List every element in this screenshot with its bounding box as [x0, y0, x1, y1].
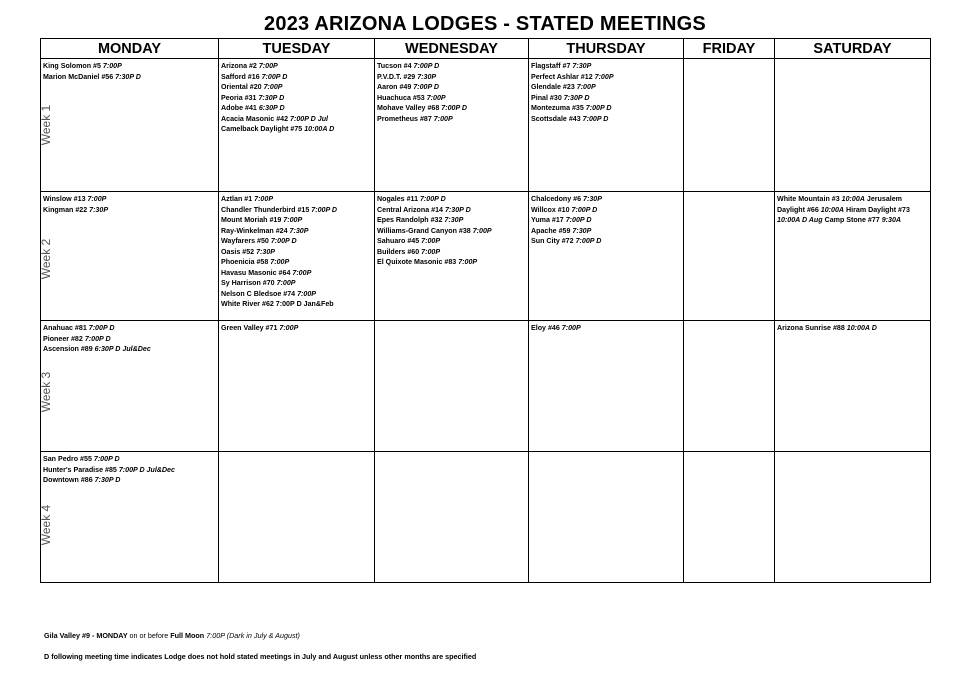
lodge-name: Kingman #22 — [43, 205, 90, 214]
lodge-name: Central Arizona #14 — [377, 205, 445, 214]
cell-week-1-friday — [684, 59, 775, 192]
lodge-name: Sun City #72 — [531, 237, 576, 245]
lodge-entry — [221, 289, 372, 300]
footnote-gila-time: 7:00P — [206, 631, 227, 640]
week-4-row — [41, 452, 931, 583]
meeting-time: 7:00P — [283, 216, 303, 224]
meeting-time: 7:00P — [421, 237, 441, 245]
lodge-name: Wayfarers #50 — [221, 237, 271, 245]
meeting-time: 7:30P D — [444, 205, 471, 214]
meeting-time: 9:30A — [881, 216, 902, 224]
meeting-time: 7:30P — [289, 226, 309, 235]
meeting-time: 7:00P — [433, 114, 453, 123]
cell-week-4-tuesday — [219, 452, 375, 583]
lodge-entry — [531, 93, 681, 104]
lodge-entry — [221, 124, 372, 135]
lodge-name: El Quixote Masonic #83 — [377, 258, 459, 266]
lodge-entry — [531, 323, 681, 334]
meeting-time: 7:00P — [276, 279, 296, 287]
meeting-time: 6:30P D — [258, 104, 285, 112]
lodge-entry — [221, 215, 372, 226]
lodge-name: Apache #59 — [531, 226, 573, 235]
lodge-name: P.V.D.T. #29 — [377, 72, 418, 81]
day-header-thursday: THURSDAY — [529, 39, 684, 59]
cell-week-3-friday — [684, 321, 775, 452]
meeting-time: 7:30P D — [258, 93, 285, 102]
lodge-entry — [221, 278, 372, 289]
meeting-time: 7:30P — [572, 226, 592, 235]
lodge-entry — [377, 236, 526, 247]
footnote-d-legend: D following meeting time indicates Lodge does not hold stated meetings in July and August unless other months are specified — [44, 652, 477, 661]
day-header-friday: FRIDAY — [684, 39, 775, 59]
page-title: 2023 ARIZONA LODGES - STATED MEETINGS — [264, 13, 706, 35]
meeting-time: 7:00P — [270, 258, 290, 266]
meeting-time: 7:00P D — [270, 237, 297, 245]
lodge-entry — [43, 454, 216, 465]
cell-week-2-wednesday — [375, 192, 529, 321]
cell-week-4-saturday — [775, 452, 931, 583]
lodge-name: Willcox #10 — [531, 205, 572, 214]
lodge-name: Hiram Daylight #73 — [844, 205, 910, 214]
week-3-row — [41, 321, 931, 452]
lodge-name: Chandler Thunderbird #15 — [221, 205, 312, 214]
lodge-name: Ray-Winkelman #24 — [221, 226, 290, 235]
meeting-time: 7:00P — [472, 226, 492, 235]
lodge-name: Marion McDaniel #56 — [43, 72, 116, 81]
meeting-time: 7:00P — [254, 195, 274, 203]
lodge-entry — [221, 114, 372, 125]
lodge-name: White River #62 7:00P D Jan&Feb — [221, 300, 334, 308]
lodge-entry — [43, 323, 216, 334]
lodge-name: Mount Moriah #19 — [221, 216, 284, 224]
meeting-time: 7:00P D — [93, 455, 120, 463]
cell-week-2-thursday — [529, 192, 684, 321]
lodge-entry — [43, 205, 216, 216]
cell-week-1-wednesday — [375, 59, 529, 192]
lodge-entry — [377, 61, 526, 72]
lodge-entry — [531, 103, 681, 114]
lodge-entry — [531, 114, 681, 125]
lodge-entry — [221, 194, 372, 205]
cell-week-3-saturday — [775, 321, 931, 452]
lodge-name: Epes Randolph #32 — [377, 216, 445, 224]
meeting-calendar-table — [40, 38, 931, 583]
lodge-name: Arizona #2 — [221, 62, 259, 70]
lodge-entry — [377, 103, 526, 114]
lodge-name: Acacia Masonic #42 — [221, 114, 291, 123]
lodge-name: Montezuma #35 — [531, 104, 586, 112]
lodge-name: Chalcedony #6 — [531, 195, 584, 203]
day-header-tuesday: TUESDAY — [219, 39, 375, 59]
lodge-entry — [221, 72, 372, 83]
lodge-name: Ascension #89 — [43, 345, 95, 353]
lodge-name: Glendale #23 — [531, 83, 577, 91]
day-header-saturday: SATURDAY — [775, 39, 931, 59]
meeting-time: 7:00P — [297, 289, 317, 298]
lodge-entry — [43, 475, 216, 486]
lodge-name: Eloy #46 — [531, 324, 562, 332]
lodge-name: Flagstaff #7 — [531, 62, 573, 70]
meeting-time: 7:00P D — [582, 114, 609, 123]
lodge-entry — [777, 323, 928, 334]
week-4-label: Week 4 — [39, 504, 53, 546]
lodge-entry — [221, 61, 372, 72]
meeting-time: 7:00P D — [311, 205, 338, 214]
lodge-entry — [221, 82, 372, 93]
day-header-monday: MONDAY — [41, 39, 219, 59]
cell-week-2-saturday — [775, 192, 931, 321]
lodge-entry — [221, 299, 372, 310]
meeting-time: 7:00P — [292, 268, 312, 277]
cell-week-1-saturday — [775, 59, 931, 192]
lodge-name: King Solomon #5 — [43, 62, 103, 70]
cell-week-1-thursday — [529, 59, 684, 192]
lodge-entry — [531, 72, 681, 83]
lodge-name: Safford #16 — [221, 72, 262, 81]
meeting-time: 10:00A — [841, 195, 865, 203]
cell-week-4-thursday — [529, 452, 684, 583]
meeting-time: 7:00P — [594, 72, 614, 81]
lodge-entry — [531, 194, 681, 205]
lodge-entry — [43, 61, 216, 72]
lodge-entry — [43, 334, 216, 345]
lodge-entry — [531, 205, 681, 216]
lodge-entry — [221, 226, 372, 237]
meeting-time: 7:30P D — [115, 72, 141, 81]
lodge-entry — [377, 72, 526, 83]
lodge-name: Peoria #31 — [221, 93, 259, 102]
week-1-label: Week 1 — [39, 104, 53, 146]
lodge-name: Arizona Sunrise #88 — [777, 324, 847, 332]
lodge-name: Mohave Valley #68 — [377, 104, 442, 112]
lodge-entry — [43, 465, 216, 476]
meeting-time: 6:30P D Jul&Dec — [94, 345, 151, 353]
lodge-entry — [377, 257, 526, 268]
meeting-time: 7:00P D — [585, 104, 612, 112]
lodge-entry — [221, 103, 372, 114]
lodge-entry — [531, 61, 681, 72]
lodge-name: Havasu Masonic #64 — [221, 268, 293, 277]
lodge-name: Oriental #20 — [221, 83, 264, 91]
week-1-row — [41, 59, 931, 192]
week-2-row — [41, 192, 931, 321]
lodge-entry — [377, 215, 526, 226]
lodge-name: Aztlan #1 — [221, 195, 255, 203]
meeting-time: 7:00P — [421, 247, 441, 256]
meeting-time: 7:00P D — [261, 72, 288, 81]
lodge-name: Downtown #86 — [43, 476, 95, 484]
footnote-gila-lodge: Gila Valley #9 - MONDAY — [44, 631, 130, 640]
lodge-name: Williams-Grand Canyon #38 — [377, 226, 473, 235]
lodge-name: Pioneer #82 — [43, 334, 85, 343]
lodge-name: Jerusalem Daylight #66 — [777, 195, 902, 214]
lodge-name: Builders #60 — [377, 247, 422, 256]
cell-week-3-thursday — [529, 321, 684, 452]
meeting-time: 10:00A D — [846, 324, 877, 332]
meeting-time: 7:00P D — [419, 195, 446, 203]
meeting-time: 7:30P — [89, 205, 109, 214]
lodge-name: Perfect Ashlar #12 — [531, 72, 595, 81]
week-2-label: Week 2 — [39, 238, 53, 280]
cell-week-4-friday — [684, 452, 775, 583]
meeting-time: 7:00P — [263, 83, 283, 91]
meeting-time: 7:00P D — [88, 324, 115, 332]
lodge-name: Prometheus #87 — [377, 114, 434, 123]
meeting-time: 7:00P — [426, 93, 446, 102]
meeting-time: 7:00P — [87, 195, 107, 203]
cell-week-3-tuesday — [219, 321, 375, 452]
cell-week-2-friday — [684, 192, 775, 321]
lodge-entry — [531, 236, 681, 247]
meeting-time: 7:00P D Jul&Dec — [118, 465, 175, 474]
lodge-entry — [377, 194, 526, 205]
meeting-time: 7:00P D — [571, 205, 598, 214]
lodge-entry — [531, 82, 681, 93]
lodge-entry — [377, 82, 526, 93]
lodge-name: Nogales #11 — [377, 195, 420, 203]
meeting-time: 7:30P — [583, 195, 602, 203]
lodge-entry — [377, 114, 526, 125]
lodge-name: Sahuaro #45 — [377, 237, 422, 245]
meeting-time: 7:30P D — [94, 476, 121, 484]
meeting-time: 7:00P — [576, 83, 596, 91]
meeting-time: 10:00A D Aug — [777, 216, 823, 224]
cell-week-1-monday — [41, 59, 219, 192]
meeting-time: 7:00P — [561, 324, 581, 332]
day-header-wednesday: WEDNESDAY — [375, 39, 529, 59]
week-3-label: Week 3 — [39, 371, 53, 413]
meeting-time: 7:00P D — [84, 334, 111, 343]
lodge-name: Green Valley #71 — [221, 324, 280, 332]
lodge-entry — [43, 72, 216, 83]
meeting-time: 7:00P — [258, 62, 278, 70]
cell-week-3-wednesday — [375, 321, 529, 452]
lodge-entry — [221, 257, 372, 268]
meeting-time: 7:00P D — [575, 237, 602, 245]
lodge-name: White Mountain #3 — [777, 195, 842, 203]
cell-week-4-wednesday — [375, 452, 529, 583]
lodge-name: Oasis #52 — [221, 247, 257, 256]
footnote-gila-note: (Dark in July & August) — [226, 631, 300, 640]
lodge-entry — [221, 323, 372, 334]
lodge-name: Winslow #13 — [43, 195, 88, 203]
cell-week-4-monday — [41, 452, 219, 583]
meeting-time: 7:30P — [256, 247, 276, 256]
meeting-time: 7:00P D — [565, 216, 592, 224]
footnote-gila-rule: on or before — [129, 631, 171, 640]
lodge-entry — [531, 226, 681, 237]
lodge-name: Sy Harrison #70 — [221, 279, 277, 287]
meeting-time: 7:00P D — [413, 83, 440, 91]
meeting-time: 7:30P D — [563, 93, 590, 102]
lodge-entry — [377, 93, 526, 104]
lodge-name: Nelson C Bledsoe #74 — [221, 289, 298, 298]
lodge-name: Yuma #17 — [531, 216, 566, 224]
meeting-time: 7:00P — [102, 62, 122, 70]
lodge-name: Camelback Daylight #75 — [221, 125, 305, 133]
meeting-time: 7:00P D — [441, 104, 468, 112]
lodge-entry — [221, 93, 372, 104]
lodge-name: Scottsdale #43 — [531, 114, 583, 123]
lodge-name: San Pedro #55 — [43, 455, 94, 463]
lodge-entry — [221, 236, 372, 247]
meeting-time: 10:00A — [820, 205, 845, 214]
lodge-entry — [43, 194, 216, 205]
lodge-name: Hunter's Paradise #85 — [43, 465, 119, 474]
footnote-gila-valley — [44, 631, 300, 640]
lodge-entry — [221, 268, 372, 279]
meeting-time: 10:00A D — [304, 125, 335, 133]
lodge-name: Pinal #30 — [531, 93, 564, 102]
cell-week-1-tuesday — [219, 59, 375, 192]
cell-week-3-monday — [41, 321, 219, 452]
meeting-time: 7:30P — [444, 216, 464, 224]
meeting-time: 7:30P — [572, 62, 592, 70]
lodge-entry — [777, 194, 928, 226]
meeting-time: 7:30P — [417, 72, 437, 81]
lodge-entry — [43, 344, 216, 355]
lodge-name: Tucson #4 — [377, 62, 414, 70]
meeting-time: 7:00P D — [413, 62, 440, 70]
lodge-name: Camp Stone #77 — [822, 216, 882, 224]
meeting-time: 7:00P — [458, 258, 478, 266]
lodge-entry — [377, 205, 526, 216]
meeting-time: 7:00P D Jul — [290, 114, 328, 123]
lodge-entry — [531, 215, 681, 226]
meeting-time: 7:00P — [279, 324, 299, 332]
cell-week-2-tuesday — [219, 192, 375, 321]
lodge-entry — [221, 247, 372, 258]
lodge-entry — [221, 205, 372, 216]
lodge-entry — [377, 247, 526, 258]
lodge-name: Anahuac #81 — [43, 324, 89, 332]
lodge-name: Aaron #49 — [377, 83, 414, 91]
day-header-row — [41, 39, 931, 59]
cell-week-2-monday — [41, 192, 219, 321]
lodge-name: Huachuca #53 — [377, 93, 427, 102]
lodge-name: Adobe #41 — [221, 104, 259, 112]
footnote-gila-moon: Full Moon — [170, 631, 207, 640]
lodge-name: Phoenicia #58 — [221, 258, 271, 266]
lodge-entry — [377, 226, 526, 237]
